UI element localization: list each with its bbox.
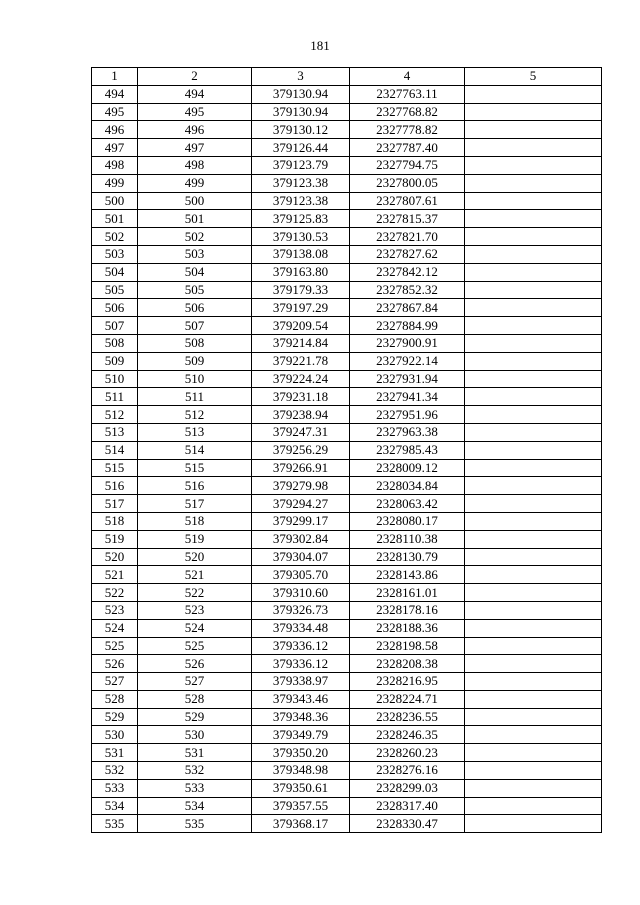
table-row (92, 566, 602, 584)
table-cell-col-3: 379348.36 (252, 708, 350, 726)
table-cell-col-1: 497 (92, 139, 138, 157)
table-cell-col-1: 516 (92, 477, 138, 495)
table-cell-col-5 (465, 281, 602, 299)
table-cell-col-3: 379126.44 (252, 139, 350, 157)
table-cell-col-2: 519 (138, 530, 252, 548)
table-row (92, 690, 602, 708)
table-cell-col-5 (465, 584, 602, 602)
table-row (92, 352, 602, 370)
column-header-4: 4 (350, 68, 465, 86)
table-cell-col-5 (465, 779, 602, 797)
table-cell-col-1: 502 (92, 228, 138, 246)
table-cell-col-3: 379368.17 (252, 815, 350, 833)
table-cell-col-2: 498 (138, 156, 252, 174)
table-cell-col-2: 512 (138, 406, 252, 424)
table-cell-col-5 (465, 744, 602, 762)
table-cell-col-2: 515 (138, 459, 252, 477)
table-cell-col-3: 379256.29 (252, 441, 350, 459)
table-cell-col-3: 379310.60 (252, 584, 350, 602)
table-cell-col-4: 2328317.40 (350, 797, 465, 815)
table-row (92, 708, 602, 726)
table-cell-col-4: 2327951.96 (350, 406, 465, 424)
table-cell-col-5 (465, 673, 602, 691)
table-row (92, 762, 602, 780)
table-cell-col-4: 2328188.36 (350, 619, 465, 637)
table-cell-col-5 (465, 548, 602, 566)
table-row (92, 139, 602, 157)
table-cell-col-1: 525 (92, 637, 138, 655)
table-cell-col-3: 379350.20 (252, 744, 350, 762)
table-cell-col-3: 379338.97 (252, 673, 350, 691)
table-cell-col-4: 2327852.32 (350, 281, 465, 299)
table-cell-col-5 (465, 210, 602, 228)
table-cell-col-2: 514 (138, 441, 252, 459)
table-cell-col-3: 379266.91 (252, 459, 350, 477)
table-cell-col-2: 525 (138, 637, 252, 655)
table-cell-col-5 (465, 797, 602, 815)
table-cell-col-5 (465, 459, 602, 477)
table-cell-col-4: 2328330.47 (350, 815, 465, 833)
table-cell-col-4: 2328063.42 (350, 495, 465, 513)
table-row (92, 815, 602, 833)
table-cell-col-1: 505 (92, 281, 138, 299)
table-cell-col-3: 379279.98 (252, 477, 350, 495)
table-cell-col-4: 2327800.05 (350, 174, 465, 192)
table-cell-col-4: 2328208.38 (350, 655, 465, 673)
table-cell-col-5 (465, 156, 602, 174)
table-row (92, 388, 602, 406)
table-cell-col-1: 507 (92, 317, 138, 335)
table-row (92, 121, 602, 139)
table-cell-col-5 (465, 530, 602, 548)
table-cell-col-1: 500 (92, 192, 138, 210)
table-cell-col-5 (465, 512, 602, 530)
table-cell-col-2: 502 (138, 228, 252, 246)
table-cell-col-5 (465, 441, 602, 459)
table-cell-col-5 (465, 708, 602, 726)
table-cell-col-2: 534 (138, 797, 252, 815)
table-cell-col-3: 379304.07 (252, 548, 350, 566)
table-row (92, 655, 602, 673)
table-cell-col-2: 516 (138, 477, 252, 495)
table-row (92, 281, 602, 299)
table-cell-col-4: 2327867.84 (350, 299, 465, 317)
table-cell-col-2: 509 (138, 352, 252, 370)
table-cell-col-4: 2327931.94 (350, 370, 465, 388)
table-cell-col-3: 379336.12 (252, 637, 350, 655)
table-cell-col-3: 379326.73 (252, 601, 350, 619)
table-cell-col-2: 513 (138, 423, 252, 441)
table-cell-col-1: 501 (92, 210, 138, 228)
table-cell-col-2: 507 (138, 317, 252, 335)
table-cell-col-3: 379179.33 (252, 281, 350, 299)
table-cell-col-5 (465, 762, 602, 780)
table-cell-col-3: 379348.98 (252, 762, 350, 780)
table-row (92, 406, 602, 424)
table-cell-col-4: 2327941.34 (350, 388, 465, 406)
table-cell-col-5 (465, 121, 602, 139)
table-cell-col-5 (465, 174, 602, 192)
table-cell-col-5 (465, 637, 602, 655)
table-cell-col-1: 496 (92, 121, 138, 139)
table-row (92, 637, 602, 655)
table-row (92, 601, 602, 619)
column-header-5: 5 (465, 68, 602, 86)
table-cell-col-1: 503 (92, 245, 138, 263)
table-cell-col-5 (465, 139, 602, 157)
table-cell-col-4: 2327842.12 (350, 263, 465, 281)
table-cell-col-1: 495 (92, 103, 138, 121)
table-cell-col-2: 524 (138, 619, 252, 637)
table-row (92, 779, 602, 797)
table-cell-col-4: 2328236.55 (350, 708, 465, 726)
table-cell-col-2: 495 (138, 103, 252, 121)
table-cell-col-3: 379125.83 (252, 210, 350, 228)
table-cell-col-1: 515 (92, 459, 138, 477)
table-cell-col-2: 499 (138, 174, 252, 192)
table-cell-col-1: 528 (92, 690, 138, 708)
table-cell-col-4: 2327821.70 (350, 228, 465, 246)
table-cell-col-1: 526 (92, 655, 138, 673)
table-cell-col-3: 379209.54 (252, 317, 350, 335)
table-cell-col-1: 513 (92, 423, 138, 441)
table-cell-col-3: 379294.27 (252, 495, 350, 513)
table-row (92, 619, 602, 637)
table-cell-col-1: 523 (92, 601, 138, 619)
table-cell-col-2: 518 (138, 512, 252, 530)
table-row (92, 192, 602, 210)
table-row (92, 744, 602, 762)
table-cell-col-3: 379224.24 (252, 370, 350, 388)
table-cell-col-5 (465, 85, 602, 103)
table-cell-col-5 (465, 317, 602, 335)
table-cell-col-2: 494 (138, 85, 252, 103)
table-cell-col-4: 2328143.86 (350, 566, 465, 584)
table-cell-col-4: 2327787.40 (350, 139, 465, 157)
table-cell-col-3: 379221.78 (252, 352, 350, 370)
table-cell-col-4: 2327985.43 (350, 441, 465, 459)
table-body (92, 85, 602, 832)
table-cell-col-4: 2327900.91 (350, 334, 465, 352)
table-row (92, 530, 602, 548)
table-cell-col-2: 500 (138, 192, 252, 210)
table-cell-col-2: 511 (138, 388, 252, 406)
table-row (92, 673, 602, 691)
column-header-1: 1 (92, 68, 138, 86)
column-header-3: 3 (252, 68, 350, 86)
table-cell-col-2: 510 (138, 370, 252, 388)
table-cell-col-4: 2328110.38 (350, 530, 465, 548)
table-row (92, 103, 602, 121)
table-cell-col-1: 519 (92, 530, 138, 548)
table-cell-col-1: 494 (92, 85, 138, 103)
table-cell-col-4: 2327815.37 (350, 210, 465, 228)
table-cell-col-5 (465, 406, 602, 424)
table-row (92, 156, 602, 174)
table-cell-col-1: 531 (92, 744, 138, 762)
table-cell-col-3: 379350.61 (252, 779, 350, 797)
table-row (92, 263, 602, 281)
table-cell-col-3: 379247.31 (252, 423, 350, 441)
table-cell-col-2: 523 (138, 601, 252, 619)
page-number: 181 (310, 38, 330, 53)
table-cell-col-3: 379349.79 (252, 726, 350, 744)
table-row (92, 459, 602, 477)
table-row (92, 423, 602, 441)
table-cell-col-1: 530 (92, 726, 138, 744)
table-cell-col-5 (465, 352, 602, 370)
table-cell-col-2: 521 (138, 566, 252, 584)
table-cell-col-2: 526 (138, 655, 252, 673)
table-cell-col-3: 379130.53 (252, 228, 350, 246)
table-cell-col-4: 2328080.17 (350, 512, 465, 530)
coordinates-table (91, 67, 602, 833)
table-cell-col-1: 532 (92, 762, 138, 780)
table-cell-col-2: 497 (138, 139, 252, 157)
table-cell-col-1: 514 (92, 441, 138, 459)
table-cell-col-3: 379130.94 (252, 85, 350, 103)
table-cell-col-4: 2327778.82 (350, 121, 465, 139)
table-cell-col-5 (465, 103, 602, 121)
table-cell-col-3: 379197.29 (252, 299, 350, 317)
table-cell-col-1: 508 (92, 334, 138, 352)
table-row (92, 317, 602, 335)
table-cell-col-3: 379238.94 (252, 406, 350, 424)
table-cell-col-5 (465, 228, 602, 246)
table-row (92, 441, 602, 459)
table-cell-col-4: 2327763.11 (350, 85, 465, 103)
table-cell-col-4: 2327768.82 (350, 103, 465, 121)
table-cell-col-1: 535 (92, 815, 138, 833)
table-cell-col-3: 379130.12 (252, 121, 350, 139)
table-cell-col-5 (465, 334, 602, 352)
table-row (92, 85, 602, 103)
table-cell-col-2: 530 (138, 726, 252, 744)
table-cell-col-1: 509 (92, 352, 138, 370)
table-cell-col-1: 524 (92, 619, 138, 637)
table-cell-col-2: 533 (138, 779, 252, 797)
table-cell-col-2: 506 (138, 299, 252, 317)
table-cell-col-4: 2328260.23 (350, 744, 465, 762)
table-cell-col-5 (465, 655, 602, 673)
table-cell-col-1: 506 (92, 299, 138, 317)
table-cell-col-5 (465, 601, 602, 619)
table-row (92, 370, 602, 388)
table-cell-col-4: 2327963.38 (350, 423, 465, 441)
table-cell-col-2: 531 (138, 744, 252, 762)
table-row (92, 495, 602, 513)
table-cell-col-1: 510 (92, 370, 138, 388)
table-cell-col-3: 379305.70 (252, 566, 350, 584)
table-cell-col-2: 535 (138, 815, 252, 833)
table-cell-col-4: 2328276.16 (350, 762, 465, 780)
table-cell-col-4: 2328198.58 (350, 637, 465, 655)
table-cell-col-4: 2327807.61 (350, 192, 465, 210)
table-cell-col-2: 520 (138, 548, 252, 566)
table-cell-col-2: 496 (138, 121, 252, 139)
table-cell-col-3: 379302.84 (252, 530, 350, 548)
table-cell-col-3: 379123.79 (252, 156, 350, 174)
table-cell-col-5 (465, 423, 602, 441)
table-cell-col-5 (465, 388, 602, 406)
table-row (92, 210, 602, 228)
table-cell-col-1: 511 (92, 388, 138, 406)
table-cell-col-5 (465, 477, 602, 495)
table-cell-col-1: 518 (92, 512, 138, 530)
table-cell-col-2: 501 (138, 210, 252, 228)
table-cell-col-3: 379130.94 (252, 103, 350, 121)
table-cell-col-4: 2328161.01 (350, 584, 465, 602)
table-cell-col-5 (465, 566, 602, 584)
table-cell-col-4: 2328130.79 (350, 548, 465, 566)
table-cell-col-3: 379336.12 (252, 655, 350, 673)
table-row (92, 228, 602, 246)
table-cell-col-2: 508 (138, 334, 252, 352)
table-header-row (92, 68, 602, 86)
table-cell-col-5 (465, 263, 602, 281)
table-cell-col-1: 529 (92, 708, 138, 726)
table-cell-col-3: 379123.38 (252, 192, 350, 210)
table-cell-col-4: 2328224.71 (350, 690, 465, 708)
table-cell-col-5 (465, 726, 602, 744)
table-cell-col-1: 527 (92, 673, 138, 691)
table-cell-col-2: 527 (138, 673, 252, 691)
table-cell-col-5 (465, 192, 602, 210)
table-cell-col-2: 504 (138, 263, 252, 281)
table-cell-col-4: 2328009.12 (350, 459, 465, 477)
table-cell-col-1: 517 (92, 495, 138, 513)
table-cell-col-2: 505 (138, 281, 252, 299)
table-cell-col-5 (465, 619, 602, 637)
table-cell-col-1: 498 (92, 156, 138, 174)
table-cell-col-1: 534 (92, 797, 138, 815)
table-cell-col-2: 522 (138, 584, 252, 602)
table-cell-col-5 (465, 815, 602, 833)
table-cell-col-2: 528 (138, 690, 252, 708)
table-cell-col-2: 532 (138, 762, 252, 780)
table-cell-col-5 (465, 299, 602, 317)
table-cell-col-4: 2327794.75 (350, 156, 465, 174)
table-cell-col-3: 379357.55 (252, 797, 350, 815)
table-cell-col-1: 521 (92, 566, 138, 584)
table-cell-col-3: 379299.17 (252, 512, 350, 530)
table-row (92, 334, 602, 352)
table-row (92, 512, 602, 530)
table-row (92, 174, 602, 192)
table-cell-col-1: 533 (92, 779, 138, 797)
table-cell-col-4: 2327922.14 (350, 352, 465, 370)
table-cell-col-1: 512 (92, 406, 138, 424)
table-cell-col-3: 379214.84 (252, 334, 350, 352)
table-row (92, 726, 602, 744)
table-cell-col-2: 529 (138, 708, 252, 726)
table-row (92, 477, 602, 495)
table-cell-col-2: 517 (138, 495, 252, 513)
table-row (92, 797, 602, 815)
table-cell-col-1: 522 (92, 584, 138, 602)
table-cell-col-5 (465, 370, 602, 388)
column-header-2: 2 (138, 68, 252, 86)
table-cell-col-4: 2327827.62 (350, 245, 465, 263)
table-cell-col-5 (465, 495, 602, 513)
table-cell-col-4: 2328178.16 (350, 601, 465, 619)
table-cell-col-4: 2328034.84 (350, 477, 465, 495)
table-cell-col-4: 2328299.03 (350, 779, 465, 797)
table-cell-col-3: 379123.38 (252, 174, 350, 192)
table-row (92, 299, 602, 317)
table-row (92, 584, 602, 602)
table-cell-col-5 (465, 690, 602, 708)
table-cell-col-4: 2327884.99 (350, 317, 465, 335)
table-cell-col-1: 520 (92, 548, 138, 566)
table-row (92, 245, 602, 263)
table-cell-col-3: 379334.48 (252, 619, 350, 637)
table-cell-col-1: 504 (92, 263, 138, 281)
table-cell-col-4: 2328216.95 (350, 673, 465, 691)
table-cell-col-3: 379231.18 (252, 388, 350, 406)
table-row (92, 548, 602, 566)
table-cell-col-3: 379138.08 (252, 245, 350, 263)
table-cell-col-1: 499 (92, 174, 138, 192)
table-cell-col-3: 379343.46 (252, 690, 350, 708)
table-cell-col-3: 379163.80 (252, 263, 350, 281)
table-cell-col-4: 2328246.35 (350, 726, 465, 744)
table-cell-col-2: 503 (138, 245, 252, 263)
table-cell-col-5 (465, 245, 602, 263)
